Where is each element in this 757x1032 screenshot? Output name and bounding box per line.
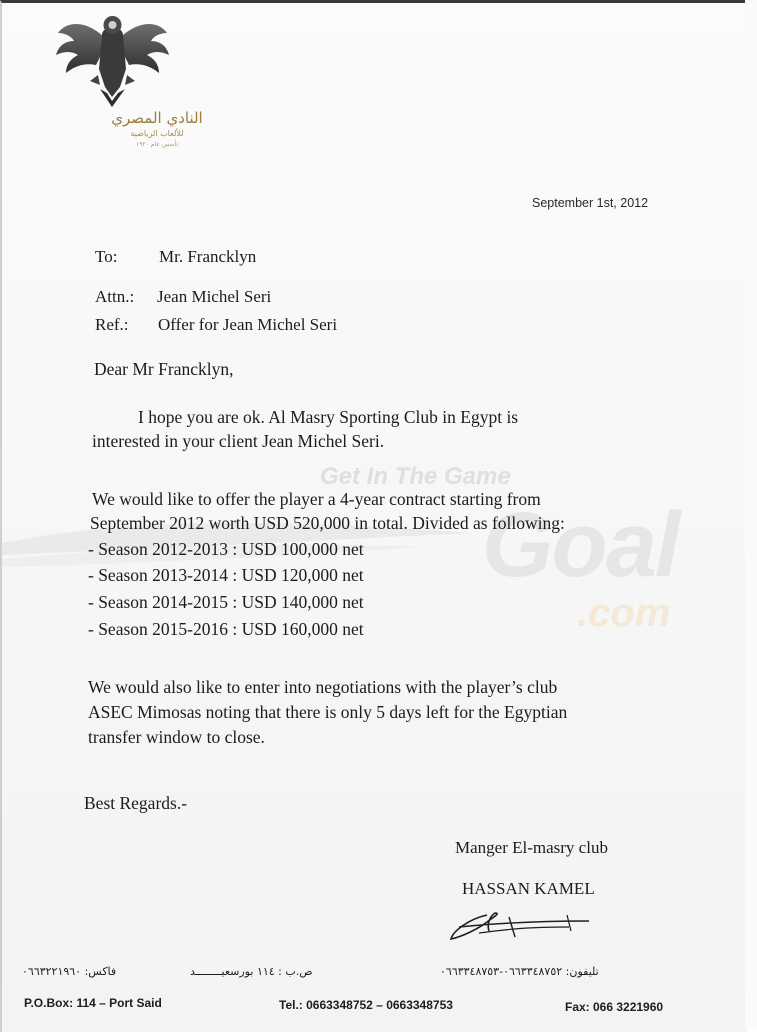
para1-line: interested in your client Jean Michel Seri. bbox=[92, 431, 385, 451]
salutation: Dear Mr Francklyn, bbox=[94, 359, 234, 379]
footer-pobox-arabic: ص.ب : ١١٤ بورسعيــــــــد bbox=[190, 965, 313, 978]
season-item: - Season 2012-2013 : USD 100,000 net bbox=[88, 539, 364, 559]
watermark-tagline: Get In The Game bbox=[320, 463, 511, 490]
footer-tel: Tel.: 0663348752 – 0663348753 bbox=[279, 998, 453, 1012]
handwritten-signature bbox=[439, 897, 599, 947]
ref-label: Ref.: bbox=[95, 315, 129, 334]
ref-value: Offer for Jean Michel Seri bbox=[158, 315, 338, 334]
season-item: - Season 2015-2016 : USD 160,000 net bbox=[88, 619, 364, 639]
watermark-domain: .com bbox=[577, 591, 671, 635]
club-established-arabic: تأسس عام ١٩٢٠ bbox=[135, 141, 178, 148]
footer-fax-arabic: فاكس: ٠٦٦٣٢٢١٩٦٠ bbox=[22, 965, 117, 978]
para3-line: transfer window to close. bbox=[88, 727, 265, 747]
footer-tel-arabic: تليفون: ٠٦٦٣٣٤٨٧٥٢-٠٦٦٣٣٤٨٧٥٣ bbox=[440, 965, 599, 978]
closing: Best Regards.- bbox=[84, 793, 188, 813]
para2-line: September 2012 worth USD 520,000 in total. Divided as following: bbox=[90, 513, 565, 533]
footer-pobox: P.O.Box: 114 – Port Said bbox=[24, 996, 162, 1010]
letter-date: September 1st, 2012 bbox=[532, 196, 649, 210]
para3-line: ASEC Mimosas noting that there is only 5 days left for the Egyptian bbox=[88, 702, 568, 722]
club-name-arabic: النادي المصري bbox=[111, 109, 203, 127]
to-value: Mr. Francklyn bbox=[159, 247, 257, 266]
footer-fax: Fax: 066 3221960 bbox=[565, 1000, 664, 1014]
attn-label: Attn.: bbox=[95, 287, 135, 306]
signatory-title: Manger El-masry club bbox=[455, 838, 608, 857]
page-margin-right bbox=[745, 0, 757, 1029]
to-label: To: bbox=[95, 247, 118, 266]
para2-line: We would like to offer the player a 4-year contract starting from bbox=[92, 489, 541, 509]
signatory-name: HASSAN KAMEL bbox=[462, 879, 595, 898]
para1-line: I hope you are ok. Al Masry Sporting Club in Egypt is bbox=[138, 407, 519, 427]
season-item: - Season 2014-2015 : USD 140,000 net bbox=[88, 592, 364, 612]
eagle-emblem-icon bbox=[50, 11, 175, 111]
watermark-brand: Goal bbox=[482, 494, 679, 596]
attn-value: Jean Michel Seri bbox=[157, 287, 272, 306]
para3-line: We would also like to enter into negotiations with the player’s club bbox=[88, 677, 558, 697]
club-subtitle-arabic: للألعاب الرياضية bbox=[130, 129, 184, 138]
season-item: - Season 2013-2014 : USD 120,000 net bbox=[88, 565, 364, 585]
club-logo bbox=[50, 11, 203, 151]
